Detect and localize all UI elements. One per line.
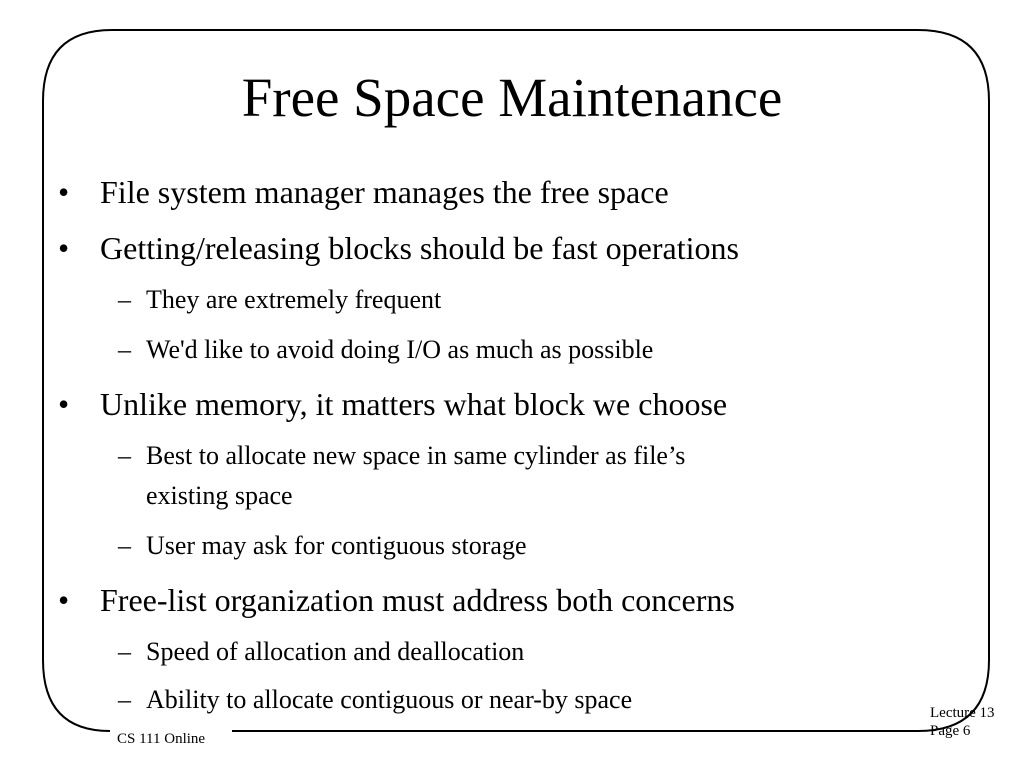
sub-bullet-text: User may ask for contiguous storage (146, 531, 527, 560)
sub-bullet-item (118, 632, 525, 672)
footer-course: CS 111 Online (117, 731, 206, 747)
bullet-marker: • (58, 174, 70, 210)
sub-bullet-item (118, 436, 686, 476)
bullet-text: Unlike memory, it matters what block we choose (100, 386, 728, 422)
bullet-marker: • (58, 230, 70, 266)
dash-marker: – (118, 685, 131, 714)
dash-marker: – (118, 335, 131, 364)
slide-title: Free Space Maintenance (241, 67, 783, 128)
bullet-item (58, 172, 669, 212)
sub-bullet-item (118, 680, 633, 720)
footer-page-number: Page 6 (930, 723, 971, 739)
footer-lecture-info (930, 704, 995, 740)
sub-bullet-item (118, 280, 442, 320)
footer-lecture: Lecture 13 (930, 705, 995, 721)
sub-bullet-text: They are extremely frequent (146, 285, 442, 314)
bullet-text: File system manager manages the free space (100, 174, 669, 210)
sub-bullet-item (118, 526, 527, 566)
sub-bullet-continuation (146, 476, 293, 516)
dash-marker: – (118, 285, 131, 314)
bullet-item (58, 580, 735, 620)
sub-bullet-text: existing space (146, 481, 293, 510)
bullet-item (58, 228, 739, 268)
dash-marker: – (118, 441, 131, 470)
sub-bullet-text: Ability to allocate contiguous or near-by space (146, 685, 633, 714)
sub-bullet-item (118, 330, 654, 370)
sub-bullet-text: Speed of allocation and deallocation (146, 637, 525, 666)
sub-bullet-text: We'd like to avoid doing I/O as much as possible (146, 335, 654, 364)
sub-bullet-text: Best to allocate new space in same cylinder as file’s (146, 441, 686, 470)
bullet-marker: • (58, 386, 70, 422)
dash-marker: – (118, 637, 131, 666)
bullet-text: Free-list organization must address both concerns (100, 582, 735, 618)
dash-marker: – (118, 531, 131, 560)
bullet-marker: • (58, 582, 70, 618)
bullet-item (58, 384, 728, 424)
bullet-text: Getting/releasing blocks should be fast operations (100, 230, 739, 266)
